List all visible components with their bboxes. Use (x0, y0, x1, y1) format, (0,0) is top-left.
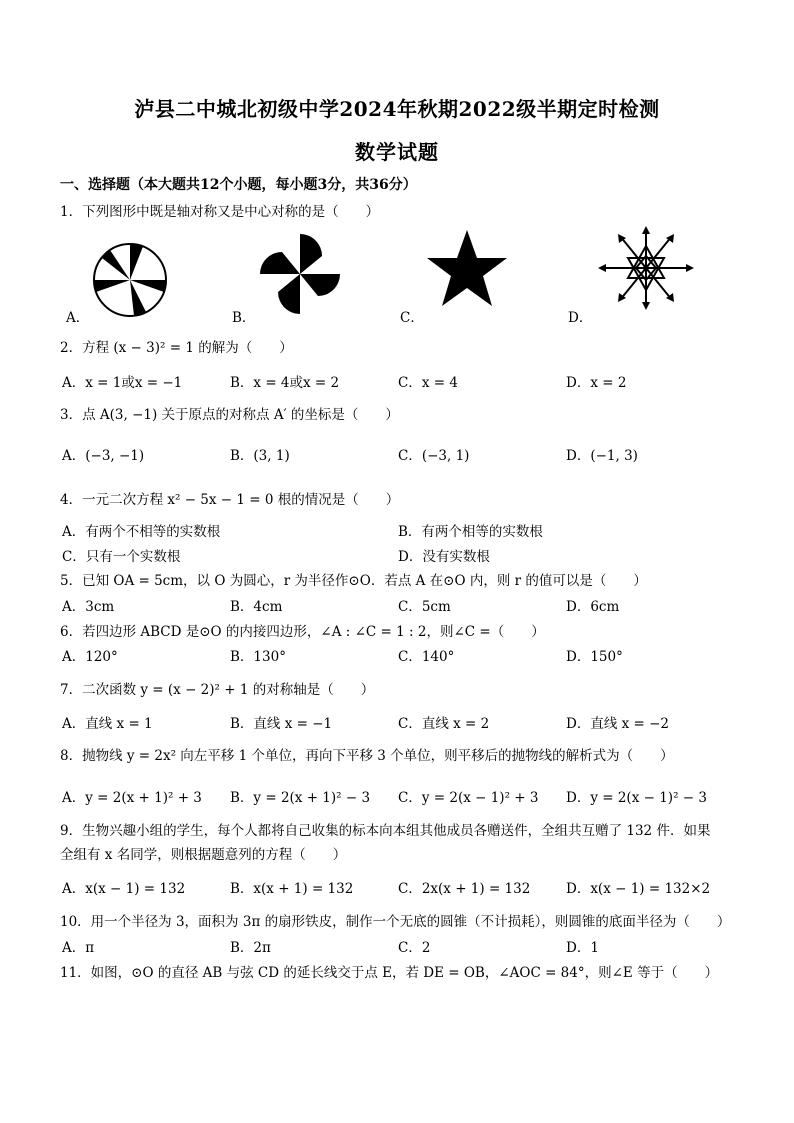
question-1-stem: 1．下列图形中既是轴对称又是中心对称的是（ ） (60, 204, 380, 220)
q3-option-c: C．(−3, 1) (398, 448, 470, 464)
snowflake-figure (596, 226, 696, 310)
q1-option-d: D． (568, 310, 593, 326)
question-5-stem: 5．已知 OA = 5cm，以 O 为圆心，r 为半径作⊙O．若点 A 在⊙O 内，则 r 的值可以是（ ） (60, 573, 647, 589)
q2-option-a: A．x = 1或x = −1 (62, 375, 183, 391)
q9-option-c: C．2x(x + 1) = 132 (398, 881, 531, 897)
question-2-stem: 2．方程 (x − 3)² = 1 的解为（ ） (60, 340, 293, 356)
q6-option-b: B．130° (230, 649, 286, 665)
school-title: 泸县二中城北初级中学2024年秋期2022级半期定时检测 (134, 97, 660, 121)
q8-option-d: D．y = 2(x − 1)² − 3 (566, 790, 707, 806)
q7-option-c: C．直线 x = 2 (398, 716, 490, 732)
q4-option-d: D．没有实数根 (398, 549, 490, 565)
question-10-stem: 10．用一个半径为 3，面积为 3π 的扇形铁皮，制作一个无底的圆锥（不计损耗），则圆锥的底面半径为（ ） (60, 914, 731, 930)
q2-option-c: C．x = 4 (398, 375, 458, 391)
q4-option-b: B．有两个相等的实数根 (398, 524, 543, 540)
q2-option-b: B．x = 4或x = 2 (230, 375, 340, 391)
q8-option-b: B．y = 2(x + 1)² − 3 (230, 790, 371, 806)
q7-option-a: A．直线 x = 1 (62, 716, 153, 732)
q6-option-c: C．140° (398, 649, 455, 665)
q3-option-d: D．(−1, 3) (566, 448, 638, 464)
q7-option-d: D．直线 x = −2 (566, 716, 670, 732)
section-heading: 一、选择题（本大题共12个小题，每小题3分，共36分） (60, 177, 417, 193)
question-11-stem: 11．如图，⊙O 的直径 AB 与弦 CD 的延长线交于点 E，若 DE = OB，∠AOC = 84°，则∠E 等于（ ） (60, 965, 719, 981)
q1-option-b: B． (232, 310, 256, 326)
pinwheel-figure (256, 230, 346, 318)
q9-option-d: D．x(x − 1) = 132×2 (566, 881, 711, 897)
q8-option-a: A．y = 2(x + 1)² + 3 (62, 790, 202, 806)
q10-option-d: D．1 (566, 940, 599, 956)
q6-option-d: D．150° (566, 649, 623, 665)
q4-option-a: A．有两个不相等的实数根 (62, 524, 221, 540)
q5-option-c: C．5cm (398, 599, 451, 615)
q10-option-c: C．2 (398, 940, 431, 956)
q9-option-b: B．x(x + 1) = 132 (230, 881, 354, 897)
q4-option-c: C．只有一个实数根 (62, 549, 181, 565)
circle-sectors-figure (88, 240, 172, 320)
star-figure (424, 228, 510, 310)
q1-option-c: C． (400, 310, 424, 326)
q3-option-a: A．(−3, −1) (62, 448, 145, 464)
q2-option-d: D．x = 2 (566, 375, 627, 391)
q9-option-a: A．x(x − 1) = 132 (62, 881, 186, 897)
q10-option-b: B．2π (230, 940, 271, 956)
question-8-stem: 8．抛物线 y = 2x² 向左平移 1 个单位，再向下平移 3 个单位，则平移后的抛物线的解析式为（ ） (60, 748, 674, 764)
q7-option-b: B．直线 x = −1 (230, 716, 333, 732)
question-6-stem: 6．若四边形 ABCD 是⊙O 的内接四边形，∠A : ∠C = 1 : 2，则∠C =（ ） (60, 624, 545, 640)
subject-title: 数学试题 (355, 140, 439, 164)
question-4-stem: 4．一元二次方程 x² − 5x − 1 = 0 根的情况是（ ） (60, 492, 400, 508)
question-3-stem: 3．点 A(3, −1) 关于原点的对称点 A′ 的坐标是（ ） (60, 407, 399, 423)
q5-option-b: B．4cm (230, 599, 283, 615)
q1-option-a: A． (66, 310, 90, 326)
question-9-stem-line2: 全组有 x 名同学，则根据题意列的方程（ ） (60, 847, 347, 863)
q5-option-a: A．3cm (62, 599, 115, 615)
q6-option-a: A．120° (62, 649, 118, 665)
q8-option-c: C．y = 2(x − 1)² + 3 (398, 790, 539, 806)
q3-option-b: B．(3, 1) (230, 448, 290, 464)
question-9-stem-line1: 9．生物兴趣小组的学生，每个人都将自己收集的标本向本组其他成员各赠送件，全组共互赠了 132 件．如果 (60, 823, 711, 839)
q5-option-d: D．6cm (566, 599, 620, 615)
q10-option-a: A．π (62, 940, 95, 956)
question-7-stem: 7．二次函数 y = (x − 2)² + 1 的对称轴是（ ） (60, 682, 375, 698)
